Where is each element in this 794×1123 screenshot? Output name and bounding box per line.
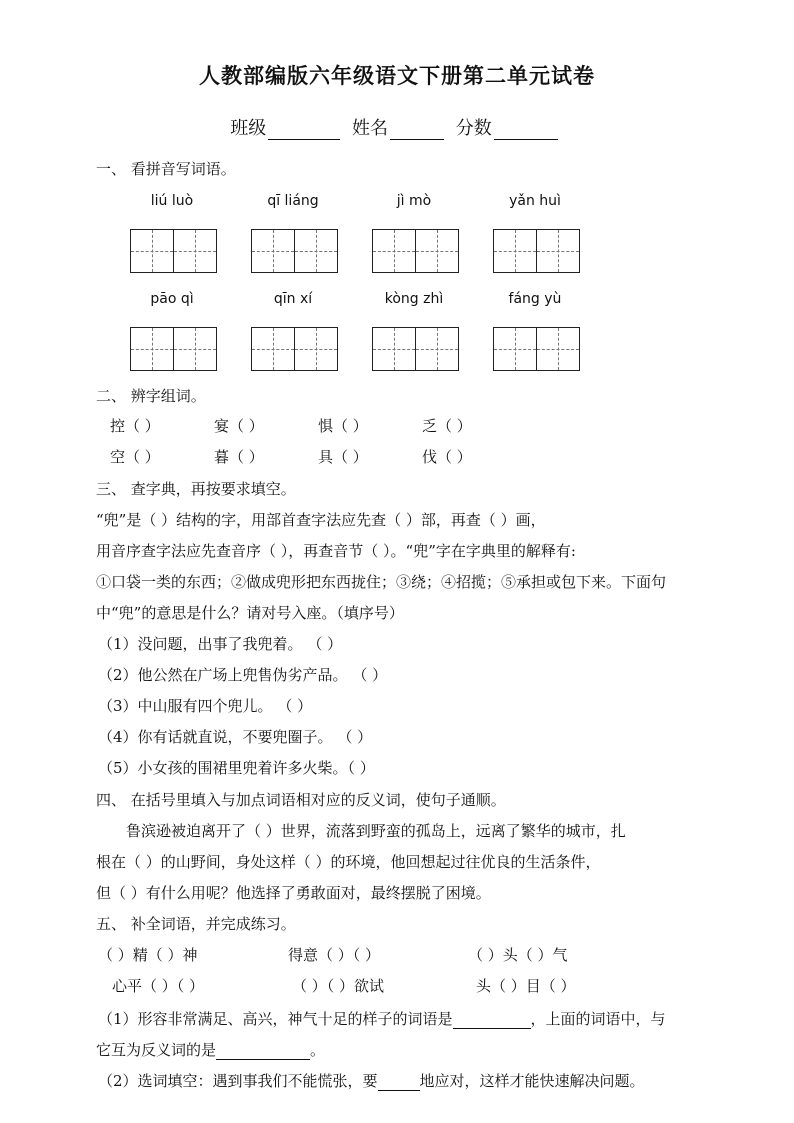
- class-label: 班级: [230, 118, 267, 139]
- paragraph-line: 用音序查字法应先查音序（ ），再查音节（ ）。“兜”字在字典里的解释有:: [96, 542, 576, 560]
- paragraph-line: 但（ ）有什么用呢？他选择了勇敢面对，最终摆脱了困境。: [96, 884, 491, 902]
- word-item[interactable]: 宴（ ）: [214, 417, 264, 435]
- writing-grid[interactable]: [130, 229, 217, 273]
- section-1-heading: 一、 看拼音写词语。: [96, 160, 236, 178]
- class-blank[interactable]: [268, 121, 340, 140]
- question-item[interactable]: （2）他公然在广场上兜售伪劣产品。 （ ）: [98, 666, 388, 684]
- pinyin-label: jì mò: [396, 193, 432, 209]
- section-5-heading: 五、 补全词语，并完成练习。: [96, 915, 296, 933]
- question-item[interactable]: （5）小女孩的围裙里兜着许多火柴。（ ）: [98, 759, 375, 777]
- idiom-item[interactable]: 头（ ）目（ ）: [476, 977, 576, 995]
- writing-grid[interactable]: [251, 327, 338, 371]
- answer-blank[interactable]: [378, 1074, 420, 1091]
- section-3-heading: 三、 查字典，再按要求填空。: [96, 480, 296, 498]
- pinyin-label: yǎn huì: [509, 193, 561, 209]
- exercise-text: ，上面的词语中，与: [530, 1010, 666, 1028]
- word-item[interactable]: 控（ ）: [110, 417, 160, 435]
- paragraph-line: 鲁滨逊被迫离开了（ ）世界，流落到野蛮的孤岛上，远离了繁华的城市，扎: [126, 822, 626, 840]
- exercise-text: （2）选词填空：遇到事我们不能慌张，要: [98, 1072, 378, 1090]
- idiom-item[interactable]: （ ）头（ ）气: [468, 946, 568, 964]
- word-item[interactable]: 伐（ ）: [422, 448, 472, 466]
- exercise-text: （1）形容非常满足、高兴，神气十足的样子的词语是: [98, 1010, 453, 1028]
- paragraph-line: 中“兜”的意思是什么？请对号入座。（填序号）: [96, 604, 404, 622]
- name-label: 姓名: [352, 118, 388, 139]
- student-info-line: [0, 114, 794, 140]
- exercise-1: [98, 1008, 666, 1029]
- writing-grid[interactable]: [130, 327, 217, 371]
- exercise-text: 它互为反义词的是: [96, 1041, 217, 1059]
- writing-grid[interactable]: [493, 229, 580, 273]
- pinyin-label: qī liáng: [267, 193, 319, 209]
- word-item[interactable]: 乏（ ）: [422, 417, 472, 435]
- score-blank[interactable]: [494, 121, 558, 140]
- pinyin-label: pāo qì: [150, 291, 194, 307]
- question-item[interactable]: （3）中山服有四个兜儿。 （ ）: [98, 697, 313, 715]
- section-2-heading: 二、 辨字组词。: [96, 387, 206, 405]
- word-item[interactable]: 具（ ）: [318, 448, 368, 466]
- pinyin-label: kòng zhì: [384, 291, 444, 307]
- paragraph-line: “兜”是（ ）结构的字，用部首查字法应先查（ ）部，再查（ ）画，: [96, 511, 546, 529]
- score-label: 分数: [455, 118, 492, 139]
- pinyin-label: fáng yù: [508, 291, 562, 307]
- name-blank[interactable]: [390, 121, 444, 140]
- section-4-heading: 四、 在括号里填入与加点词语相对应的反义词，使句子通顺。: [96, 791, 506, 809]
- idiom-item[interactable]: 得意（ ）（ ）: [288, 946, 381, 964]
- question-item[interactable]: （4）你有话就直说，不要兜圈子。 （ ）: [98, 728, 373, 746]
- page-title: 人教部编版六年级语文下册第二单元试卷: [199, 64, 595, 88]
- paragraph-line: 根在（ ）的山野间，身处这样（ ）的环境，他回想起过往优良的生活条件，: [96, 853, 601, 871]
- exercise-text: 地应对，这样才能快速解决问题。: [419, 1072, 645, 1090]
- pinyin-label: qīn xí: [273, 291, 313, 307]
- idiom-item[interactable]: （ ）（ ）欲试: [292, 977, 385, 995]
- idiom-item[interactable]: （ ）精（ ）神: [98, 946, 198, 964]
- pinyin-label: liú luò: [150, 193, 194, 209]
- word-item[interactable]: 暮（ ）: [214, 448, 264, 466]
- writing-grid[interactable]: [372, 229, 459, 273]
- exercise-2: [98, 1070, 645, 1091]
- writing-grid[interactable]: [493, 327, 580, 371]
- writing-grid[interactable]: [251, 229, 338, 273]
- answer-blank[interactable]: [216, 1043, 310, 1060]
- exercise-text: 。: [310, 1041, 326, 1059]
- answer-blank[interactable]: [453, 1012, 531, 1029]
- paragraph-line: ①口袋一类的东西；②做成兜形把东西拢住；③绕；④招揽；⑤承担或包下来。下面句: [96, 573, 667, 591]
- question-item[interactable]: （1）没问题，出事了我兜着。 （ ）: [98, 635, 343, 653]
- writing-grid[interactable]: [372, 327, 459, 371]
- word-item[interactable]: 惧（ ）: [318, 417, 368, 435]
- exercise-1-cont: [96, 1039, 325, 1060]
- word-item[interactable]: 空（ ）: [110, 448, 160, 466]
- idiom-item[interactable]: 心平（ ）（ ）: [112, 977, 205, 995]
